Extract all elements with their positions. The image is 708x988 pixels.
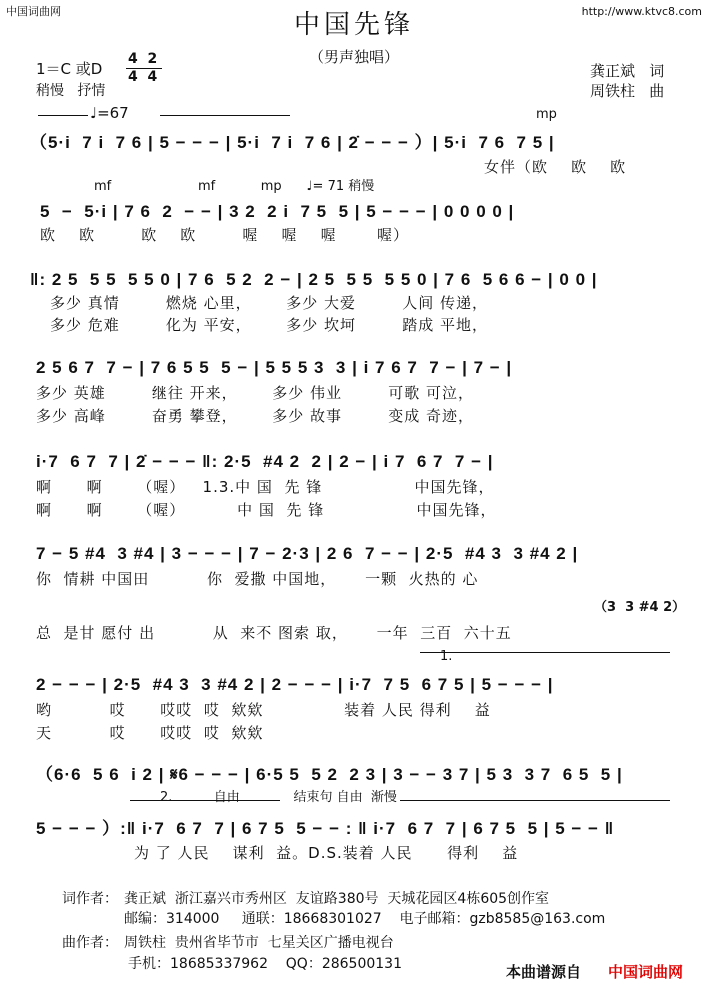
lyric-line-9: 为 了 人民 谋利 益。D.S.装着 人民 得利 益 <box>134 844 519 862</box>
dynamic-mark-line2: mf mf mp ♩= 71 稍慢 <box>94 179 375 194</box>
lyric-line-3b: 多少 危难 化为 平安， 多少 坎坷 踏成 平地， <box>50 316 488 334</box>
notation-line-6: 7 − 5 #4 3 #4 | 3 − − − | 7 − 2·3 | 2 6 7 − − | 2·5 #4 3 3 #4 2 | <box>36 544 579 563</box>
lyric-line-4b: 多少 高峰 奋勇 攀登， 多少 故事 变成 奇迹， <box>36 407 474 425</box>
lyric-line-7a: 哟 哎 哎哎 哎 欸欸 装着 人民 得利 益 <box>36 701 491 719</box>
notation-line-3: ‖: 2 5 5 5 5 5 0 | 7 6 5 2 2 − | 2 5 5 5 5 5 0 | 7 6 5 6 6 − | 0 0 | <box>30 270 598 289</box>
footer-composer-label: 曲作者： <box>62 935 118 951</box>
notation-line-7: 2 − − − | 2·5 #4 3 3 #4 2 | 2 − − − | i·7 7 5 6 7 5 | 5 − − − | <box>36 675 554 694</box>
lyric-line-7b: 天 哎 哎哎 哎 欸欸 <box>36 724 264 742</box>
dynamic-mark-line1: mp <box>536 107 557 122</box>
footer-composer-info: 周铁柱 贵州省毕节市 七星关区广播电视台 <box>124 935 394 951</box>
volta-1: 1. <box>440 649 453 664</box>
footer-lyricist-contact: 邮编：314000 通联：18668301027 电子邮箱：gzb8585@163.com <box>124 911 606 927</box>
footer-composer-contact: 手机：18685337962 QQ：286500131 <box>128 956 402 972</box>
footer-lyricist-info: 龚正斌 浙江嘉兴市秀州区 友谊路380号 天城花园区4栋605创作室 <box>124 891 550 907</box>
alt-notes: （3 3 #4 2） <box>594 600 686 615</box>
notation-line-9: 5 − − − ）:‖ i·7 6 7 7 | 6 7 5 5 − − : ‖ i·7 6 7 7 | 6 7 5 5 | 5 − − ‖ <box>36 819 615 838</box>
key-signature: 1＝C 或D <box>36 60 103 78</box>
song-subtitle: （男声独唱） <box>308 48 399 66</box>
notation-line-8: （6·6 5 6 i 2 | 𝄋6 − − − | 6·5 5 5 2 2 3 | 3 − − 3 7 | 5 3 3 7 6 5 5 | <box>36 765 623 784</box>
volta-and-tempo-marks: 2. 自由 结束句 自由 渐慢 <box>160 790 397 805</box>
source-site-link[interactable]: 中国词曲网 <box>608 963 684 981</box>
lyricist-credit: 龚正斌 词 <box>590 62 665 80</box>
notation-line-2: 5 − 5·i | 7 6 2 − − | 3 2 2 i 7 5 5 | 5 − − − | 0 0 0 0 | <box>40 202 515 221</box>
metronome-mark: ♩=67 <box>90 104 129 122</box>
site-watermark-right: http://www.ktvc8.com <box>581 5 702 18</box>
lyric-line-6a: 你 情耕 中国田 你 爱撒 中国地， 一颗 火热的 心 <box>36 570 479 588</box>
lyric-line-2: 欧 欧 欧 欧 喔 喔 喔 喔） <box>40 226 409 244</box>
lyric-line-5a: 啊 啊 （喔） 1.3.中 国 先 锋 中国先锋， <box>36 478 495 496</box>
lyric-line-1: 女伴（欧 欧 欧 <box>484 158 627 176</box>
footer-lyricist-label: 词作者： <box>62 891 118 907</box>
lyric-line-4a: 多少 英雄 继往 开来， 多少 伟业 可歌 可泣， <box>36 384 474 402</box>
composer-credit: 周铁柱 曲 <box>590 82 665 100</box>
site-watermark-left: 中国词曲网 <box>6 5 61 18</box>
notation-line-1: （5·i 7 i 7 6 | 5 − − − | 5·i 7 i 7 6 | 2̇ − − − ）| 5·i 7 6 7 5 | <box>30 133 555 152</box>
lyric-line-6b: 总 是甘 愿付 出 从 来不 图索 取， 一年 三百 六十五 <box>36 624 512 642</box>
tempo-marking: 稍慢 抒情 <box>36 83 106 99</box>
meter-denominator: 4 4 <box>128 69 158 85</box>
lyric-line-3a: 多少 真情 燃烧 心里， 多少 大爱 人间 传递， <box>50 294 488 312</box>
notation-line-4: 2 5 6 7 7 − | 7 6 5 5 5 − | 5 5 5 3 3 | i 7 6 7 7 − | 7 − | <box>36 358 513 377</box>
notation-line-5: i·7 6 7 7 | 2̇ − − − ‖: 2·5 #4 2 2 | 2 − | i 7 6 7 7 − | <box>36 452 494 471</box>
lyric-line-5b: 啊 啊 （喔） 中 国 先 锋 中国先锋， <box>36 501 497 519</box>
meter-numerator: 4 2 <box>128 51 158 67</box>
song-title: 中国先锋 <box>293 10 414 40</box>
source-label: 本曲谱源自 <box>506 963 582 981</box>
